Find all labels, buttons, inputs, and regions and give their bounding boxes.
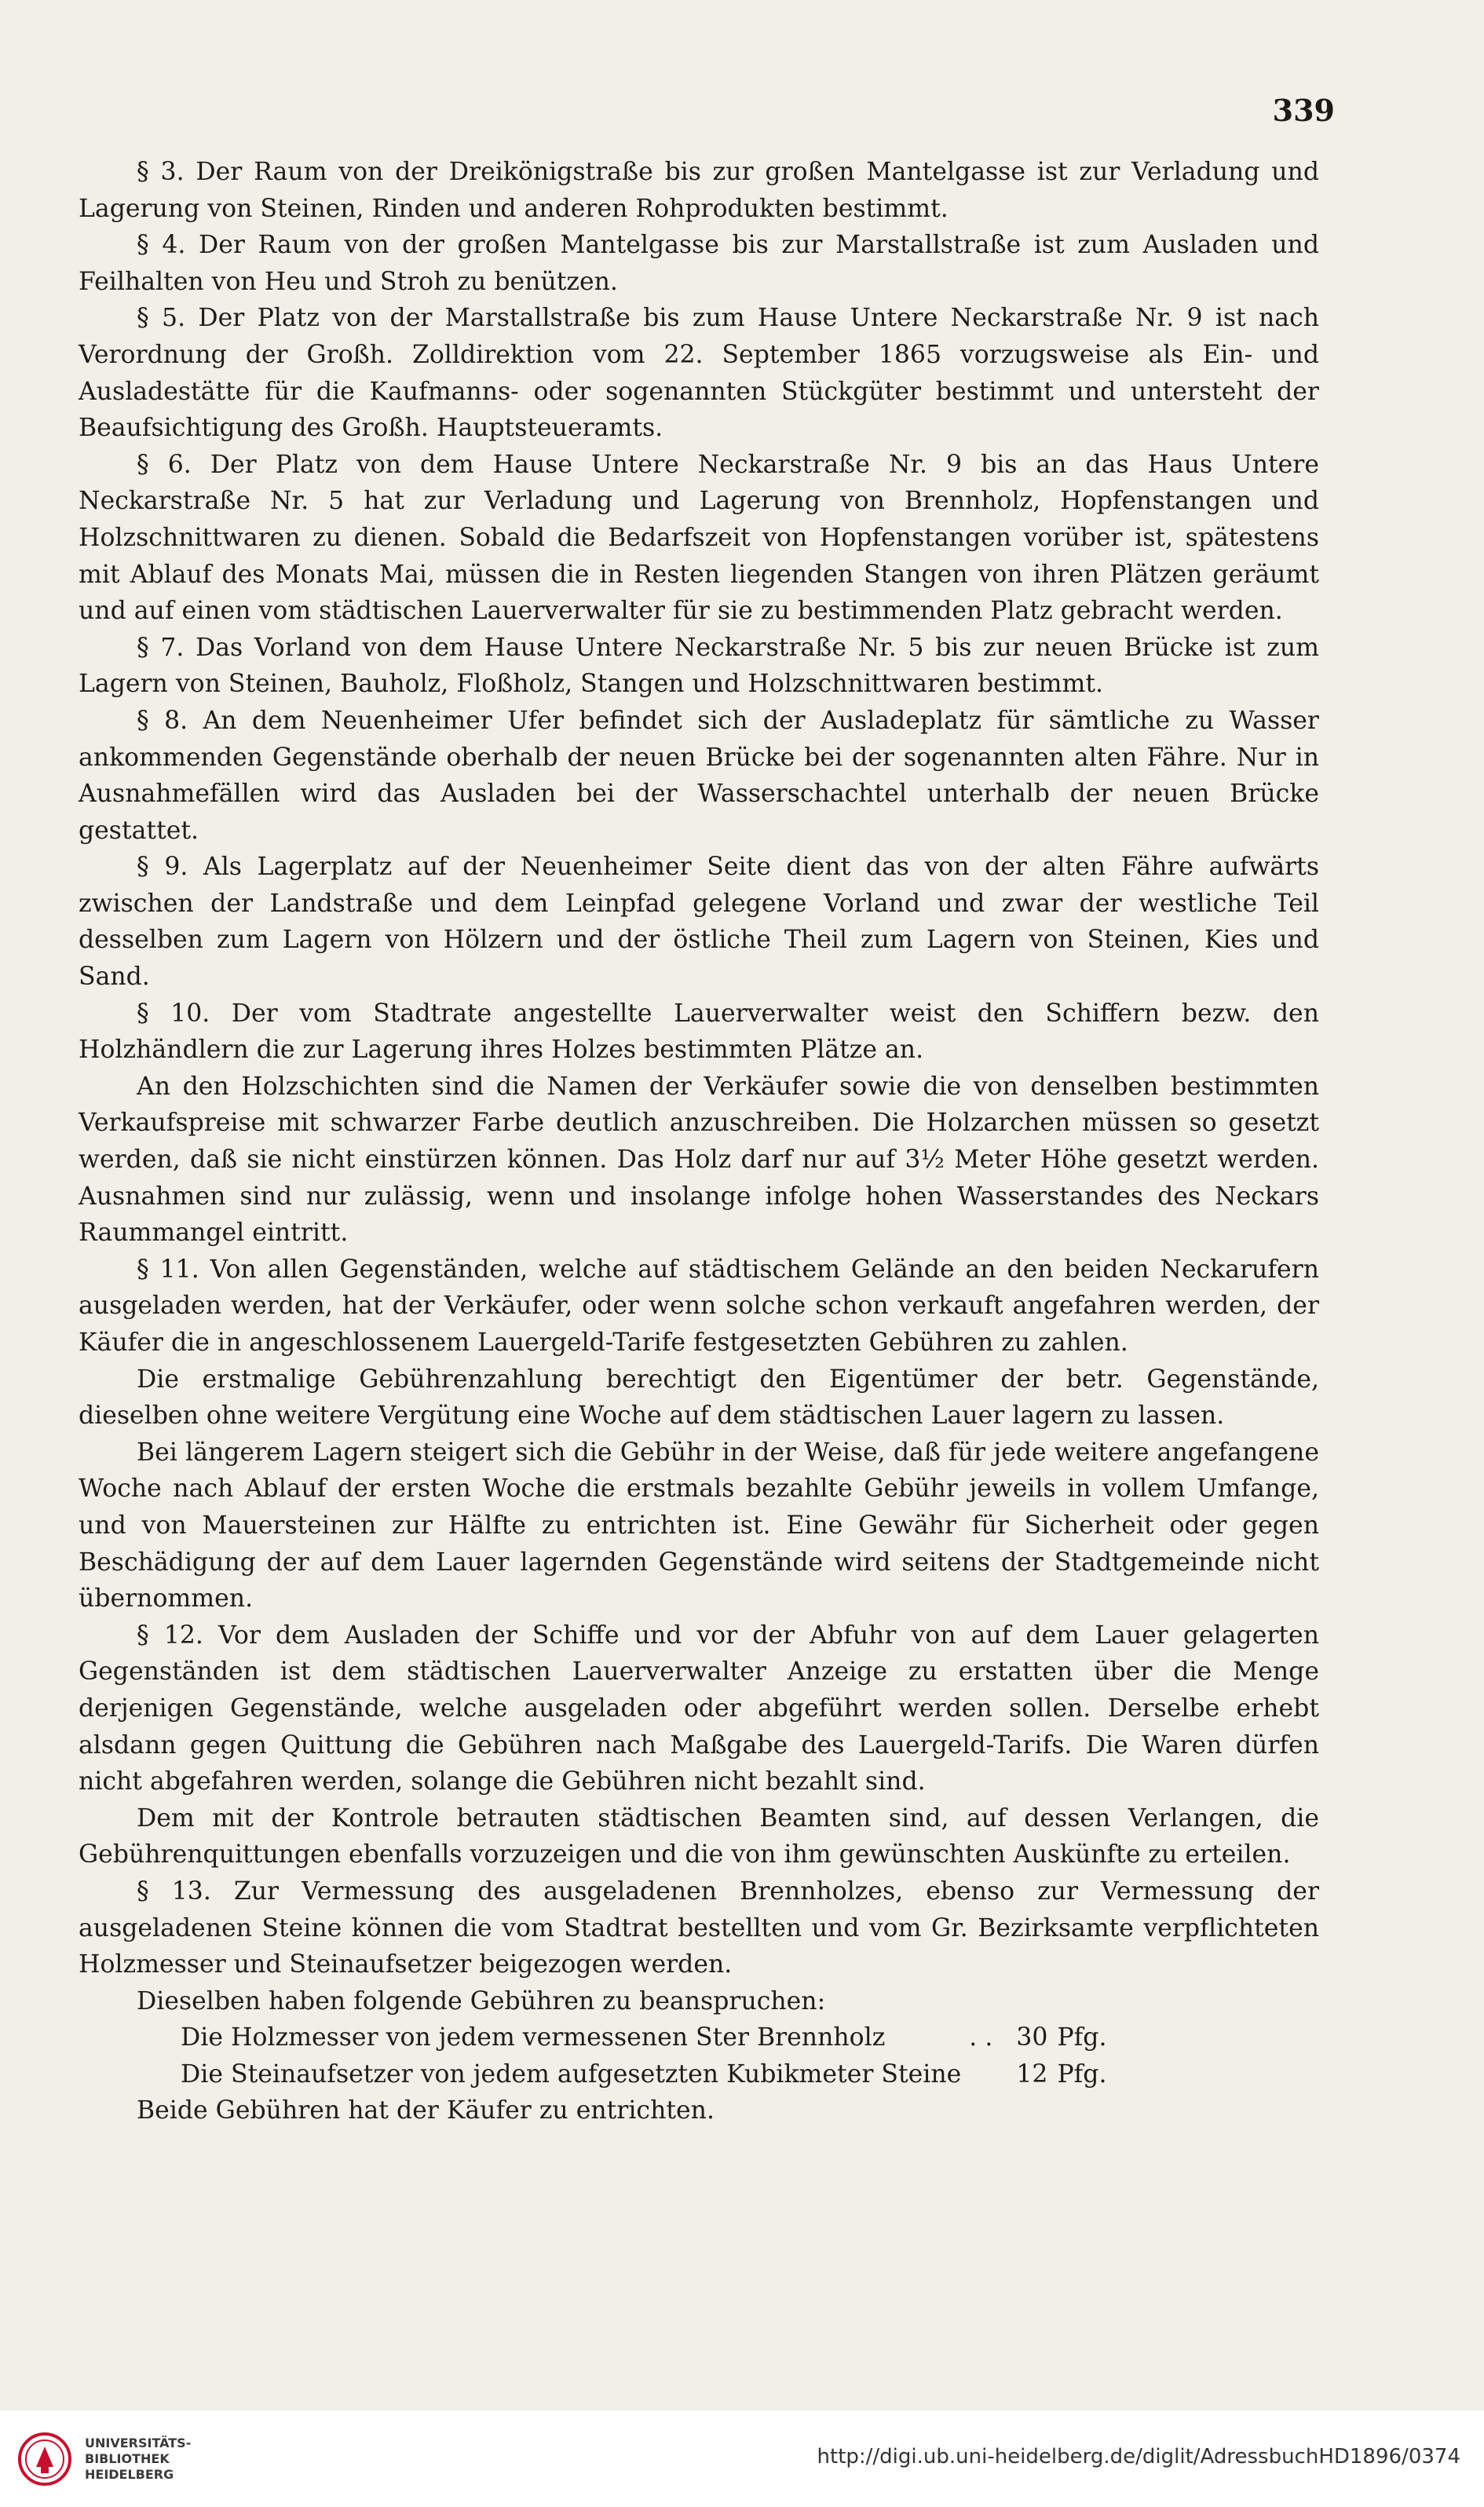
- footer-bar: [0, 2410, 1484, 2507]
- paragraph-s11: § 11. Von allen Gegenständen, welche auf städtischem Gelände an den beiden Neckarufern ausgeladen werden, hat der Verkäufer, oder wenn solche schon verkauft angefahren werden, der Käufer die in angeschlossenem Lauergeld-Tarife festgesetzten Gebühren zu zahlen.: [79, 1255, 1319, 1357]
- source-url[interactable]: http://digi.ub.uni-heidelberg.de/diglit/AdressbuchHD1896/0374: [817, 2445, 1460, 2469]
- fee-list: [181, 2019, 1106, 2092]
- fee-dots: [961, 2056, 1016, 2093]
- paragraph-s3: § 3. Der Raum von der Dreikönigstraße bis zur großen Mantelgasse ist zur Verladung und Lagerung von Steinen, Rinden und anderen Rohprodukten bestimmt.: [79, 158, 1319, 223]
- library-line: UNIVERSITÄTS-: [85, 2436, 192, 2450]
- fee-row: [181, 2056, 1106, 2093]
- paragraph-s11-laengerem: Bei längerem Lagern steigert sich die Gebühr in der Weise, daß für jede weitere angefangene Woche nach Ablauf der ersten Woche die erstmals bezahlte Gebühr jeweils in vollem Umfange, und von Mauersteinen zur Hälfte zu entrichten ist. Eine Gewähr für Sicherheit oder gegen Beschädigung der auf dem Lauer lagernden Gegenstände wird seitens der Stadtgemeinde nicht übernommen.: [79, 1438, 1319, 1613]
- paragraph-s5: § 5. Der Platz von der Marstallstraße bis zum Hause Untere Neckarstraße Nr. 9 ist nach Verordnung der Großh. Zolldirektion vom 22. September 1865 vorzugsweise als Ein- und Ausladestätte für die Kaufmanns- oder sogenannten Stückgüter bestimmt und untersteht der Beaufsichtigung des Großh. Hauptsteueramts.: [79, 304, 1319, 443]
- library-line: HEIDELBERG: [85, 2467, 174, 2482]
- fee-dots: . .: [969, 2023, 993, 2052]
- university-seal-icon: [17, 2428, 72, 2491]
- paragraph-s9: § 9. Als Lagerplatz auf der Neuenheimer Seite dient das von der alten Fähre aufwärts zwischen der Landstraße und dem Leinpfad gelegene Vorland und zwar der westliche Teil desselben zum Lagern von Hölzern und der östliche Theil zum Lagern von Steinen, Kies und Sand.: [79, 853, 1319, 992]
- fee-unit: Pfg.: [1057, 2059, 1107, 2089]
- library-name: [85, 2436, 191, 2483]
- paragraph-s7: § 7. Das Vorland von dem Hause Untere Neckarstraße Nr. 5 bis zur neuen Brücke ist zum Lagern von Steinen, Bauholz, Floßholz, Stangen und Holzschnittwaren bestimmt.: [79, 633, 1319, 699]
- paragraph-s12: § 12. Vor dem Ausladen der Schiffe und vor der Abfuhr von auf dem Lauer gelagerten Gegenständen ist dem städtischen Lauerverwalter Anzeige zu erstatten über die Menge derjenigen Gegenstände, welche ausgeladen oder abgeführt werden sollen. Derselbe erhebt alsdann gegen Quittung die Gebühren nach Maßgabe des Lauergeld-Tarifs. Die Waren dürfen nicht abgefahren werden, solange die Gebühren nicht bezahlt sind.: [79, 1621, 1319, 1796]
- library-line: BIBLIOTHEK: [85, 2451, 170, 2466]
- paragraph-s10: § 10. Der vom Stadtrate angestellte Lauerverwalter weist den Schiffern bezw. den Holzhändlern die zur Lagerung ihres Holzes bestimmten Plätze an.: [79, 999, 1319, 1065]
- fee-unit: Pfg.: [1057, 2023, 1107, 2052]
- fee-amount: 30: [1016, 2023, 1048, 2052]
- paragraph-s13-gebuehren: Dieselben haben folgende Gebühren zu beanspruchen:: [137, 1986, 826, 2015]
- paragraph-s12-kontrole: Dem mit der Kontrole betrauten städtischen Beamten sind, auf dessen Verlangen, die Gebührenquittungen ebenfalls vorzuzeigen und die von ihm gewünschten Auskünfte zu erteilen.: [79, 1804, 1319, 1869]
- paragraph-closing: Beide Gebühren hat der Käufer zu entrichten.: [137, 2096, 715, 2125]
- page-number: 339: [1272, 93, 1335, 128]
- fee-label: Die Holzmesser von jedem vermessenen Ster Brennholz: [181, 2023, 886, 2052]
- paragraph-s13: § 13. Zur Vermessung des ausgeladenen Brennholzes, ebenso zur Vermessung der ausgeladenen Steine können die vom Stadtrat bestellten und vom Gr. Bezirksamte verpflichteten Holzmesser und Steinaufsetzer beigezogen werden.: [79, 1877, 1319, 1979]
- paragraph-s6: § 6. Der Platz von dem Hause Untere Neckarstraße Nr. 9 bis an das Haus Untere Neckarstraße Nr. 5 hat zur Verladung und Lagerung von Brennholz, Hopfenstangen und Holzschnittwaren zu dienen. Sobald die Bedarfszeit von Hopfenstangen vorüber ist, spätestens mit Ablauf des Monats Mai, müssen die in Resten liegenden Stangen von ihren Plätzen geräumt und auf einen vom städtischen Lauerverwalter für sie zu bestimmenden Platz gebracht werden.: [79, 450, 1319, 626]
- paragraph-s10-holzschichten: An den Holzschichten sind die Namen der Verkäufer sowie die von denselben bestimmten Verkaufspreise mit schwarzer Farbe deutlich anzuschreiben. Die Holzarchen müssen so gesetzt werden, daß sie nicht einstürzen können. Das Holz darf nur auf 3½ Meter Höhe gesetzt werden. Ausnahmen sind nur zulässig, wenn und insolange infolge hohen Wasserstandes des Neckars Raummangel eintritt.: [79, 1072, 1319, 1248]
- paragraph-s11-erstmalige: Die erstmalige Gebührenzahlung berechtigt den Eigentümer der betr. Gegenstände, dieselben ohne weitere Vergütung eine Woche auf dem städtischen Lauer lagern zu lassen.: [79, 1365, 1319, 1431]
- fee-row: [181, 2019, 1106, 2056]
- page-body: [79, 154, 1319, 2129]
- fee-label: Die Steinaufsetzer von jedem aufgesetzten Kubikmeter Steine: [181, 2059, 962, 2089]
- paragraph-s8: § 8. An dem Neuenheimer Ufer befindet sich der Ausladeplatz für sämtliche zu Wasser ankommenden Gegenstände oberhalb der neuen Brücke bei der sogenannten alten Fähre. Nur in Ausnahmefällen wird das Ausladen bei der Wasserschachtel unterhalb der neuen Brücke gestattet.: [79, 706, 1319, 845]
- paragraph-s4: § 4. Der Raum von der großen Mantelgasse bis zur Marstallstraße ist zum Ausladen und Feilhalten von Heu und Stroh zu benützen.: [79, 231, 1319, 296]
- fee-amount: 12: [1016, 2059, 1048, 2089]
